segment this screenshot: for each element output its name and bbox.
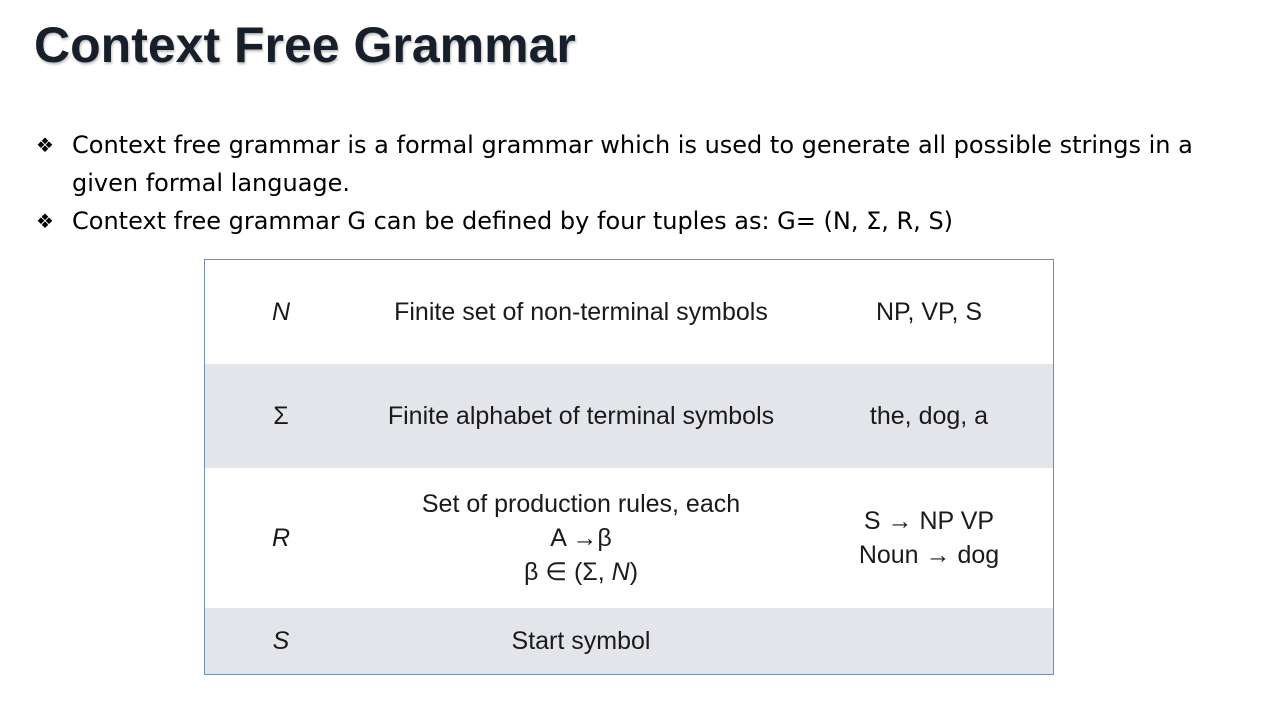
bullet-item <box>36 202 1256 240</box>
table-row <box>205 364 1053 468</box>
description-part: β ∈ (Σ, <box>523 558 612 586</box>
symbol-cell: S <box>272 627 290 655</box>
description-part-italic: N <box>611 558 630 586</box>
grammar-table <box>204 259 1054 675</box>
description-cell: Finite set of non-terminal symbols <box>394 298 768 326</box>
symbol-cell: Σ <box>273 402 289 430</box>
symbol-cell: R <box>271 524 291 552</box>
diamond-star-icon: ❖ <box>36 133 54 157</box>
description-part: ) <box>629 558 639 586</box>
example-line: Noun → dog <box>858 541 1000 569</box>
description-line: Set of production rules, each <box>421 490 741 518</box>
description-line: A →β <box>550 524 612 552</box>
bullet-item <box>36 126 1256 202</box>
symbol-cell: N <box>271 298 291 326</box>
example-cell: the, dog, a <box>869 402 989 430</box>
example-line: S → NP VP <box>863 507 995 535</box>
description-cell: Start symbol <box>511 627 651 655</box>
table-row <box>205 608 1053 674</box>
bullet-list <box>36 126 1256 240</box>
example-cell: NP, VP, S <box>875 298 983 326</box>
example-cell <box>805 504 1053 572</box>
table-row <box>205 260 1053 364</box>
slide-title: Context Free Grammar <box>34 17 576 73</box>
bullet-text: Context free grammar G can be defined by four tuples as: G= (N, Σ, R, S) <box>72 207 954 235</box>
description-cell <box>357 487 805 589</box>
description-cell: Finite alphabet of terminal symbols <box>387 402 775 430</box>
description-line <box>357 555 805 589</box>
bullet-text: Context free grammar is a formal grammar which is used to generate all possible strings in a given formal language. <box>72 131 1193 197</box>
diamond-star-icon: ❖ <box>36 209 54 233</box>
table-row <box>205 468 1053 608</box>
